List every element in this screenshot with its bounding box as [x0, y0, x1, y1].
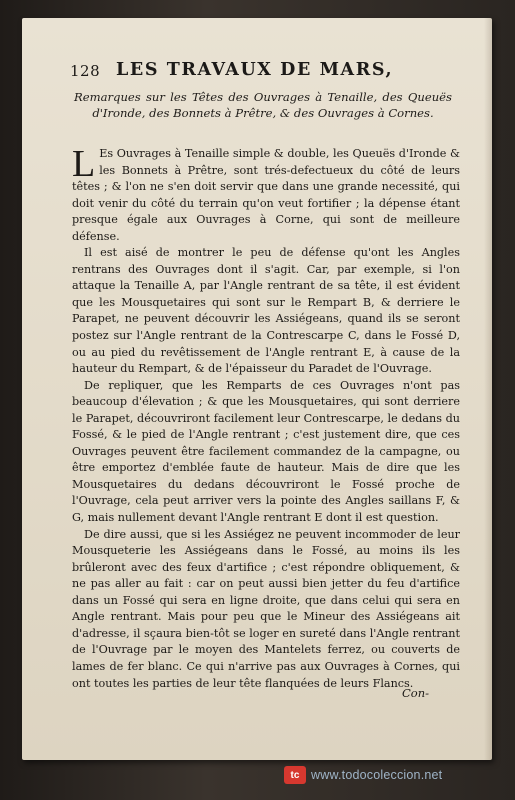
- paragraph-1: [72, 143, 460, 245]
- paragraph-1-text: Es Ouvrages à Tenaille simple & double, les Queuës d'Ironde & les Bonnets à Prêtre, sont trés-defectueux du côté de leurs têtes ; & l'on ne s'en doit servir que dans une grande necessité, qui doit venir du côté du terrain qu'on veut fortifier ; la dépense étant presque égale aux Ouvrages à Corne, qui sont de meilleure défense.: [72, 147, 460, 243]
- book-page: [22, 18, 492, 760]
- watermark-logo-icon: tc: [284, 766, 306, 784]
- paragraph-2: Il est aisé de montrer le peu de défense qu'ont les Angles rentrans des Ouvrages dont il s'agit. Car, par exemple, si l'on attaque la Tenaille A, par l'Angle rentrant de sa tête, il est évident que les Mousquetaires qui sont sur le Rempart B, & derriere le Parapet, ne peuvent découvrir les Assiégeans, quand ils se seront postez sur l'Angle rentrant de la Contrescarpe C, dans le Fossé D, ou au pied du revêtissement de l'Angle rentrant E, à cause de la hauteur du Rempart, & de l'épaisseur du Paradet de l'Ouvrage.: [72, 246, 460, 376]
- section-heading: Remarques sur les Têtes des Ouvrages à Tenaille, des Queuës d'Ironde, des Bonnets à Prêtre, & des Ouvrages à Cornes.: [74, 90, 452, 120]
- body-text: [72, 143, 460, 692]
- watermark-text: www.todocoleccion.net: [311, 768, 443, 782]
- watermark: [284, 765, 442, 785]
- catchword: Con-: [402, 686, 430, 700]
- paragraph-3: De repliquer, que les Remparts de ces Ouvrages n'ont pas beaucoup d'élevation ; & que les Mousquetaires, qui sont derriere le Parapet, découvriront facilement leur Contrescarpe, le dedans du Fossé, & le pied de l'Angle rentrant ; c'est justement dire, que ces Ouvrages peuvent être facilement commandez de la campagne, ou être emportez d'emblée faute de hauteur. Mais de dire que les Mousquetaires du dedans découvriront le Fossé proche de l'Ouvrage, cela peut arriver vers la pointe des Angles saillans F, & G, mais nullement devant l'Angle rentrant E dont il est question.: [72, 378, 460, 525]
- page-edge-shadow: [484, 18, 492, 760]
- paragraph-4: De dire aussi, que si les Assiégez ne peuvent incommoder de leur Mousqueterie les Assiégeans dans le Fossé, au moins ils les brûleront avec des feux d'artifice ; c'est répondre obliquement, & ne pas aller au fait : car on peut aussi bien jetter du feu d'artifice dans un Fossé qui sera en ligne droite, que dans celui qui sera en Angle rentrant. Mais pour peu que le Mineur des Assiégeans ait d'adresse, il sçaura bien-tôt se loger en sureté dans l'Angle rentrant de l'Ouvrage par le moyen des Mantelets ferrez, ou couverts de lames de fer blanc. Ce qui n'arrive pas aux Ouvrages à Cornes, qui ont toutes les parties de leur tête flanquées de leurs Flancs.: [72, 527, 460, 690]
- drop-cap: L: [72, 143, 96, 185]
- running-title: LES TRAVAUX DE MARS,: [116, 60, 394, 80]
- page-number: 128: [70, 62, 101, 80]
- running-head: [70, 60, 470, 84]
